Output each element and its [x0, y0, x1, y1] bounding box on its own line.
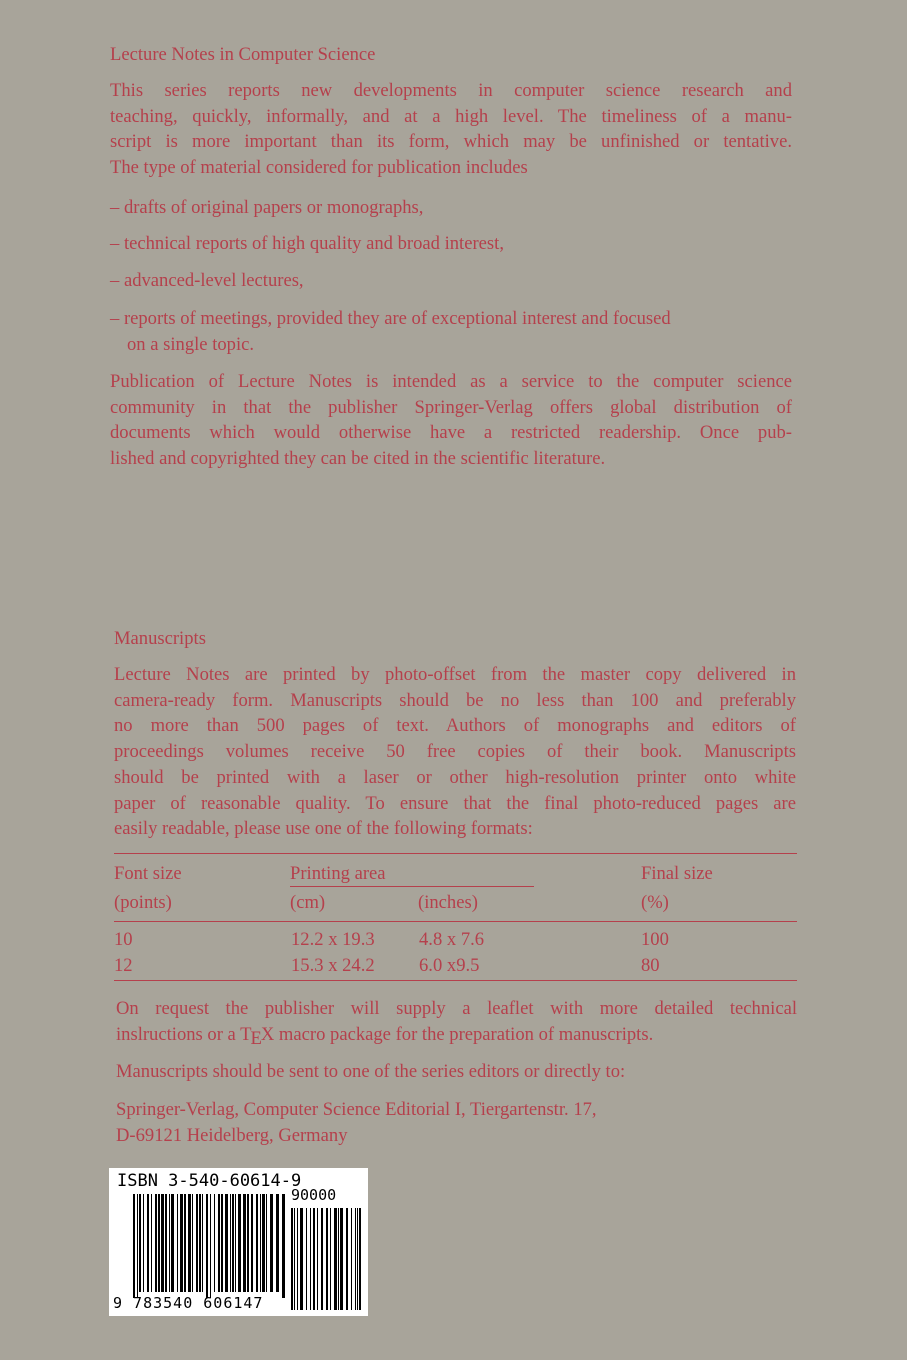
text-line: paper of reasonable quality. To ensure that the final photo-reduced pages are: [114, 792, 796, 814]
barcode-bar: [300, 1208, 303, 1310]
barcode-bar: [155, 1194, 157, 1292]
list-item: – reports of meetings, provided they are of exceptional interest and focused: [110, 308, 671, 329]
barcode-bar: [321, 1208, 323, 1310]
barcode-bar: [192, 1194, 193, 1292]
text-line: documents which would otherwise have a restricted readership. Once pub-: [110, 422, 792, 444]
barcode-bar: [310, 1208, 311, 1310]
ean-number: 9 783540 606147: [113, 1294, 264, 1312]
barcode-bar: [232, 1194, 234, 1292]
text-line: The type of material considered for publication includes: [110, 157, 528, 179]
list-item-continuation: on a single topic.: [127, 334, 255, 355]
header-final-size: Final size: [641, 863, 713, 884]
text-line: This series reports new developments in computer science research and: [110, 80, 792, 101]
barcode-bar: [256, 1194, 258, 1292]
barcode-bar: [238, 1194, 241, 1292]
barcode-bar: [143, 1194, 144, 1292]
cell-inches: 6.0 x9.5: [419, 955, 480, 976]
request-paragraph: [116, 996, 797, 1047]
barcode-bar: [206, 1194, 208, 1298]
barcode-bar: [151, 1194, 152, 1292]
text-line: proceedings volumes receive 50 free copies of their book. Manuscripts: [114, 741, 796, 763]
manuscripts-paragraph: [114, 662, 796, 842]
list-item: – drafts of original papers or monographs,: [110, 197, 424, 218]
barcode-bar: [199, 1194, 201, 1292]
header-font-size: Font size: [114, 863, 182, 884]
barcode-bar: [225, 1194, 228, 1292]
barcode-bar: [218, 1194, 220, 1292]
publication-paragraph: [110, 369, 792, 472]
barcode-bar: [158, 1194, 160, 1292]
barcode-bar: [235, 1194, 236, 1292]
barcode-bar: [276, 1194, 279, 1292]
barcode-bar: [161, 1194, 164, 1292]
header-points: (points): [114, 892, 172, 913]
barcode-bar: [334, 1208, 337, 1310]
barcode-bar: [230, 1194, 231, 1292]
table-header-rule: [114, 921, 797, 922]
barcode-bar: [330, 1208, 331, 1310]
barcode-bar: [306, 1208, 307, 1310]
tex-text-b: X macro package for the preparation of manuscripts.: [260, 1023, 654, 1045]
barcode-bar: [137, 1194, 138, 1298]
barcode-bar: [243, 1194, 246, 1292]
barcode-bar: [346, 1208, 348, 1310]
barcode-bar: [251, 1194, 253, 1292]
cell-cm: 15.3 x 24.2: [291, 955, 375, 976]
barcode-bar: [262, 1194, 265, 1292]
header-cm: (cm): [290, 892, 326, 913]
cell-final: 80: [641, 955, 660, 976]
text-line: lished and copyrighted they can be cited in the scientific literature.: [110, 448, 606, 470]
send-line: Manuscripts should be sent to one of the series editors or directly to:: [116, 1061, 626, 1082]
cell-font: 10: [114, 929, 133, 950]
addon-code: 90000: [291, 1186, 337, 1204]
barcode-bar: [297, 1208, 298, 1310]
barcode-bar: [359, 1208, 361, 1310]
text-line: should be printed with a laser or other high-resolution printer onto white: [114, 766, 796, 788]
barcode-bar: [291, 1208, 293, 1310]
header-inches: (inches): [418, 892, 478, 913]
barcode-bar: [180, 1194, 183, 1292]
barcode-bar: [247, 1194, 249, 1292]
barcode-bar: [317, 1208, 318, 1310]
text-line: no more than 500 pages of text. Authors of monographs and editors of: [114, 715, 796, 737]
barcode-bar: [338, 1208, 339, 1310]
list-item: – advanced-level lectures,: [110, 270, 304, 291]
header-percent: (%): [641, 892, 669, 913]
barcode-bar: [357, 1208, 358, 1310]
barcode-bar: [260, 1194, 261, 1292]
manuscripts-heading: Manuscripts: [114, 628, 206, 649]
series-intro: [110, 78, 792, 181]
cell-final: 100: [641, 929, 669, 950]
barcode-bar: [169, 1194, 170, 1292]
cell-inches: 4.8 x 7.6: [419, 929, 485, 950]
text-line: easily readable, please use one of the following formats:: [114, 818, 533, 840]
barcode-bar: [188, 1194, 191, 1292]
text-line: camera-ready form. Manuscripts should be no less than 100 and preferably: [114, 689, 796, 711]
header-printing-area: Printing area: [290, 863, 386, 884]
barcode-bar: [340, 1208, 343, 1310]
barcode-bar: [184, 1194, 186, 1292]
text-line: community in that the publisher Springer-Verlag offers global distribution of: [110, 396, 792, 418]
barcode-bar: [294, 1208, 295, 1310]
barcode-bar: [326, 1208, 328, 1310]
text-line: On request the publisher will supply a leaflet with more detailed technical: [116, 998, 797, 1019]
tex-e-subscript: E: [250, 1027, 262, 1049]
barcode-bar: [139, 1194, 141, 1292]
barcode-bar: [351, 1208, 352, 1310]
barcode-bar: [355, 1208, 356, 1310]
barcode-bar: [210, 1194, 211, 1298]
barcode-bar: [270, 1194, 273, 1292]
text-line: script is more important than its form, which may be unfinished or tentative.: [110, 131, 792, 153]
barcode-bar: [202, 1194, 203, 1292]
table-top-rule: [114, 853, 797, 854]
barcode-bar: [196, 1194, 198, 1292]
barcode-bar: [165, 1194, 167, 1292]
text-line: teaching, quickly, informally, and at a high level. The timeliness of a manu-: [110, 105, 792, 127]
list-item: – technical reports of high quality and broad interest,: [110, 233, 504, 254]
barcode-bar: [171, 1194, 174, 1292]
barcode-bar: [282, 1194, 285, 1298]
barcode-bar: [133, 1194, 135, 1298]
isbn-text: ISBN 3-540-60614-9: [117, 1171, 302, 1191]
text-line: Lecture Notes are printed by photo-offset from the master copy delivered in: [114, 664, 796, 685]
barcode-bar: [214, 1194, 215, 1292]
address-line: D-69121 Heidelberg, Germany: [116, 1125, 348, 1146]
text-line: Publication of Lecture Notes is intended as a service to the computer science: [110, 371, 792, 392]
tex-text-a: inslructions or a T: [116, 1023, 252, 1045]
isbn-barcode: [109, 1168, 368, 1316]
barcode-bar: [313, 1208, 315, 1310]
series-title: Lecture Notes in Computer Science: [110, 44, 376, 65]
barcode-bar: [177, 1194, 178, 1292]
address-line: Springer-Verlag, Computer Science Editorial I, Tiergartenstr. 17,: [116, 1099, 597, 1120]
barcode-bar: [147, 1194, 149, 1292]
cell-cm: 12.2 x 19.3: [291, 929, 375, 950]
text-line: [116, 1022, 797, 1048]
barcode-bar: [266, 1194, 267, 1292]
cell-font: 12: [114, 955, 133, 976]
barcode-bar: [221, 1194, 223, 1292]
table-bottom-rule: [114, 980, 797, 981]
printing-area-rule: [290, 886, 534, 887]
